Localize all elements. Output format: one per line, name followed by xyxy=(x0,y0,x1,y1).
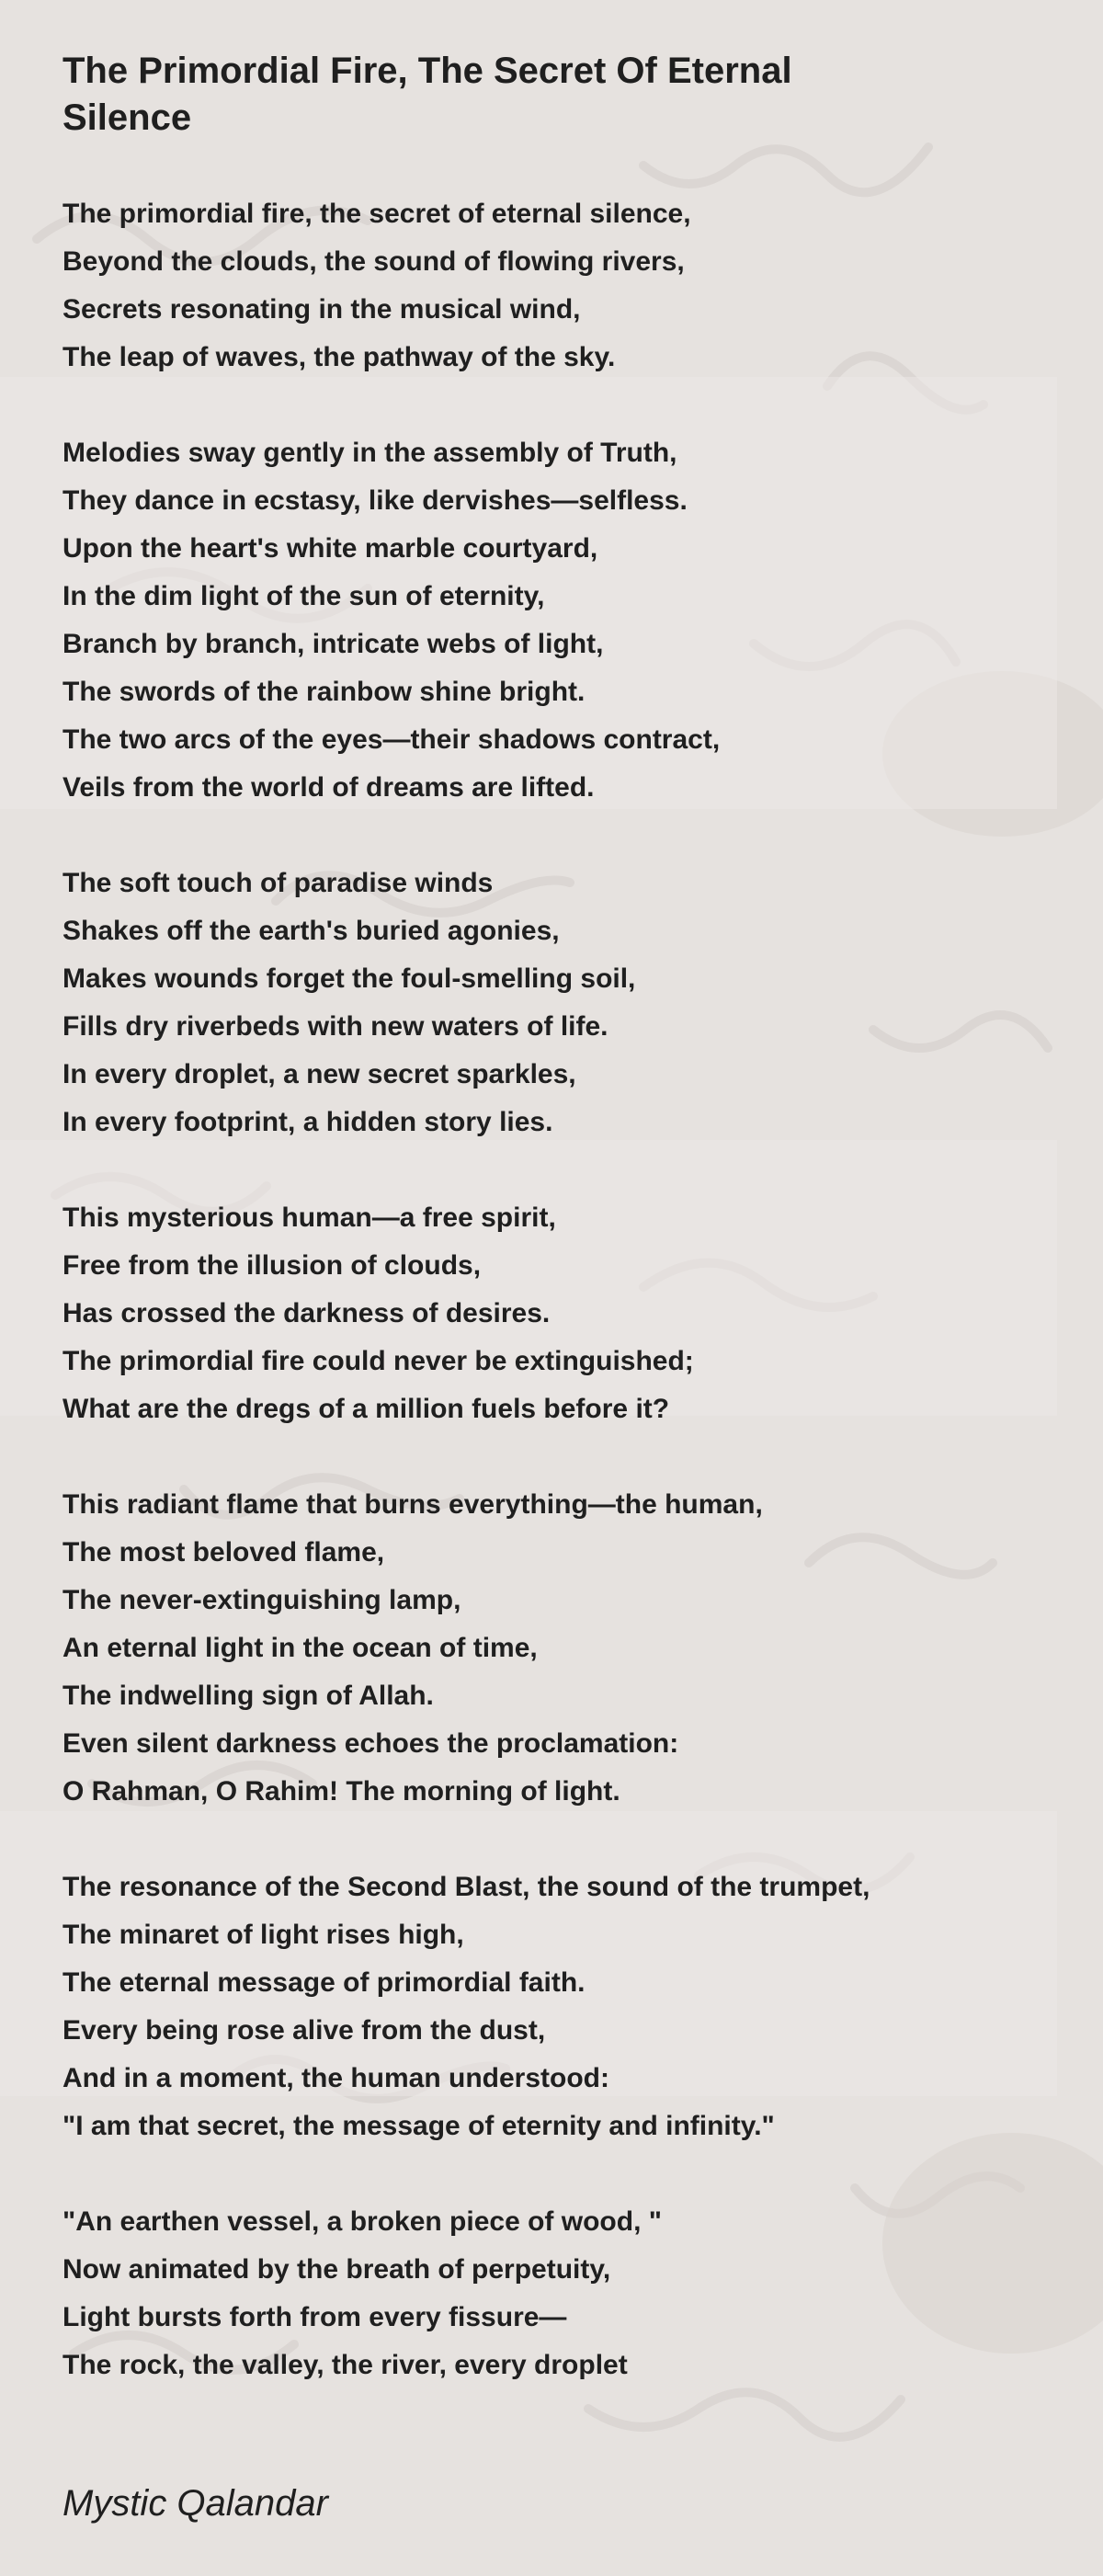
poem-line: Secrets resonating in the musical wind, xyxy=(63,294,581,325)
poem-line: Now animated by the breath of perpetuity, xyxy=(63,2254,611,2285)
poem-line: The minaret of light rises high, xyxy=(63,1920,464,1950)
poem-line: O Rahman, O Rahim! The morning of light. xyxy=(63,1776,620,1807)
poem-line: Beyond the clouds, the sound of flowing rivers, xyxy=(63,246,685,277)
poem-line: "An earthen vessel, a broken piece of wood, " xyxy=(63,2206,662,2237)
poem-line: They dance in ecstasy, like dervishes—selfless. xyxy=(63,485,688,516)
poem-line: Shakes off the earth's buried agonies, xyxy=(63,916,560,946)
poem-line: The primordial fire could never be extinguished; xyxy=(63,1346,694,1376)
poem-stanza xyxy=(63,1481,1055,1816)
poem-line: Even silent darkness echoes the proclamation: xyxy=(63,1728,679,1759)
poem-line: The swords of the rainbow shine bright. xyxy=(63,677,586,707)
poem-line: Every being rose alive from the dust, xyxy=(63,2015,546,2046)
poem-line: The primordial fire, the secret of eternal silence, xyxy=(63,199,691,229)
poem-body xyxy=(63,190,1055,2389)
poem-line: The indwelling sign of Allah. xyxy=(63,1681,434,1711)
poem-stanza xyxy=(63,1864,1055,2150)
poem-line: Has crossed the darkness of desires. xyxy=(63,1298,551,1328)
poem-stanza xyxy=(63,860,1055,1146)
poem-author: Mystic Qalandar xyxy=(63,2483,328,2524)
poem-line: The most beloved flame, xyxy=(63,1537,385,1567)
poem-line: The soft touch of paradise winds xyxy=(63,868,494,898)
poem-line: Melodies sway gently in the assembly of Truth, xyxy=(63,438,677,468)
poem-line: This radiant flame that burns everything—the human, xyxy=(63,1489,763,1520)
poem-stanza xyxy=(63,190,1055,382)
poem-line: Branch by branch, intricate webs of light, xyxy=(63,629,604,659)
poem-line: In every footprint, a hidden story lies. xyxy=(63,1107,553,1137)
poem-line: Light bursts forth from every fissure— xyxy=(63,2302,567,2332)
poem-stanza xyxy=(63,429,1055,812)
poem-title: The Primordial Fire, The Secret Of Eternal Silence xyxy=(63,51,792,138)
poem-line: What are the dregs of a million fuels before it? xyxy=(63,1394,670,1424)
poem-line: The two arcs of the eyes—their shadows contract, xyxy=(63,724,721,755)
poem-line: The resonance of the Second Blast, the sound of the trumpet, xyxy=(63,1872,870,1902)
poem-line: The rock, the valley, the river, every droplet xyxy=(63,2350,628,2380)
poem-line: "I am that secret, the message of eternity and infinity." xyxy=(63,2111,775,2141)
poem-stanza xyxy=(63,2198,1055,2389)
poem-line: Fills dry riverbeds with new waters of life. xyxy=(63,1011,608,1042)
poem-line: This mysterious human—a free spirit, xyxy=(63,1203,556,1233)
poem-line: The leap of waves, the pathway of the sky. xyxy=(63,342,616,372)
poem-line: The eternal message of primordial faith. xyxy=(63,1967,586,1998)
poem-stanza xyxy=(63,1194,1055,1433)
poem-line: An eternal light in the ocean of time, xyxy=(63,1633,538,1663)
poem-line: Makes wounds forget the foul-smelling soil, xyxy=(63,963,636,994)
poem-line: In the dim light of the sun of eternity, xyxy=(63,581,545,611)
poem-line: Veils from the world of dreams are lifted. xyxy=(63,772,595,803)
poem-line: And in a moment, the human understood: xyxy=(63,2063,609,2093)
poem-line: The never-extinguishing lamp, xyxy=(63,1585,461,1615)
poem-content xyxy=(63,48,1055,2437)
poem-line: Free from the illusion of clouds, xyxy=(63,1250,482,1281)
poem-line: In every droplet, a new secret sparkles, xyxy=(63,1059,576,1089)
poem-line: Upon the heart's white marble courtyard, xyxy=(63,533,598,564)
